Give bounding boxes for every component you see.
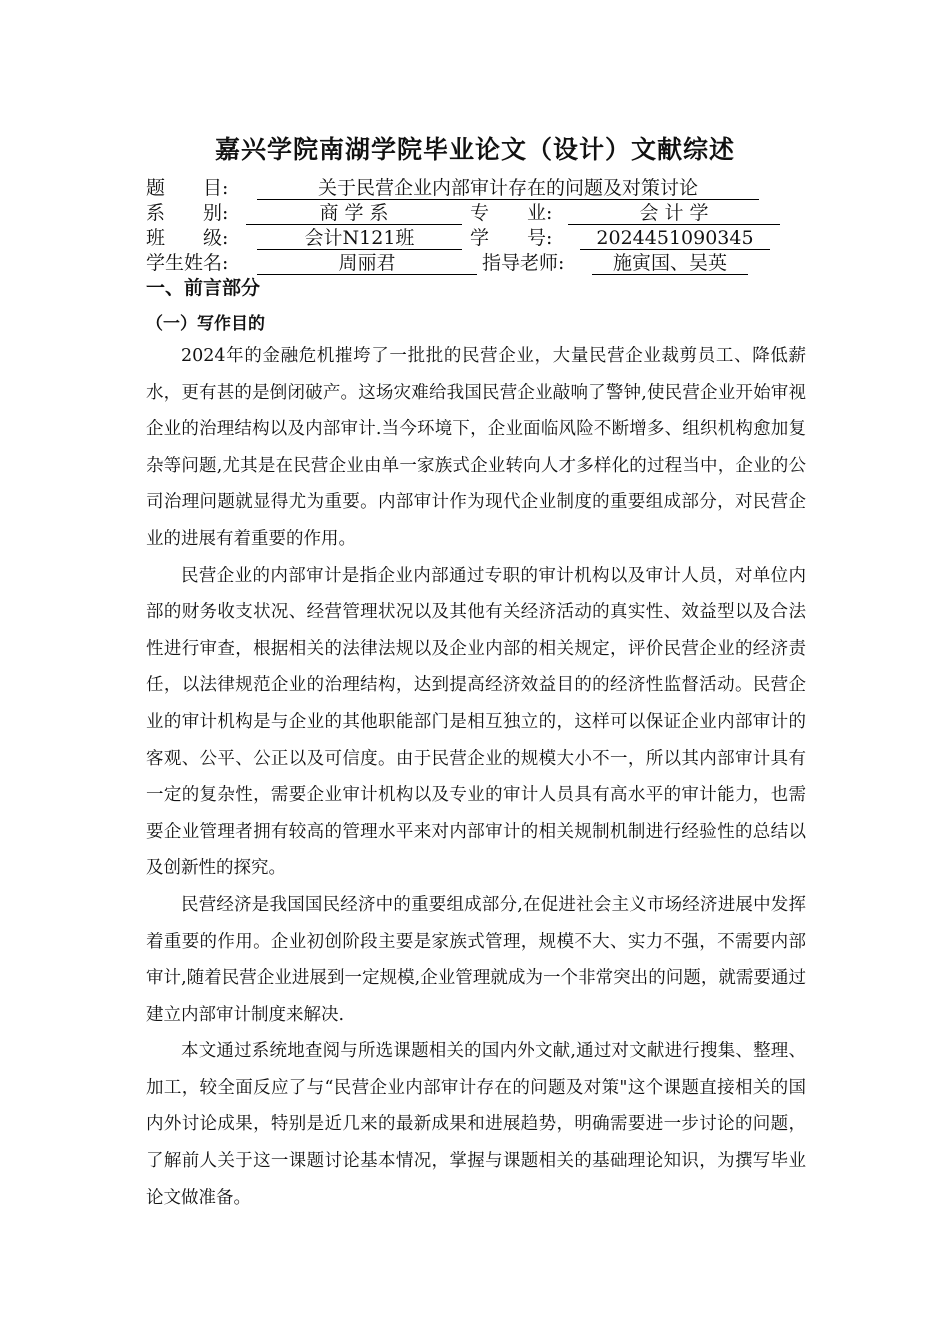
class-id-row bbox=[146, 226, 786, 250]
dept-label: 系 别: bbox=[146, 202, 229, 224]
section-heading: 一、前言部分 bbox=[146, 277, 261, 299]
student-id-label: 学 号: bbox=[470, 227, 553, 249]
document-title: 嘉兴学院南湖学院毕业论文（设计）文献综述 bbox=[214, 135, 735, 164]
dept-major-row bbox=[146, 201, 786, 225]
body-text bbox=[146, 338, 806, 1216]
class-label: 班 级: bbox=[146, 227, 229, 249]
dept-value: 商 学 系 bbox=[246, 201, 462, 225]
subsection-heading: （一）写作目的 bbox=[146, 314, 265, 334]
topic-label: 题 目: bbox=[146, 177, 229, 199]
paragraph-2: 民营企业的内部审计是指企业内部通过专职的审计机构以及审计人员，对单位内部的财务收支状况、经营管理状况以及其他有关经济活动的真实性、效益型以及合法性进行审查，根据相关的法律法规以及企业内部的相关规定，评价民营企业的经济责任，以法律规范企业的治理结构，达到提高经济效益目的的经济性监督活动。民营企业的审计机构是与企业的其他职能部门是相互独立的，这样可以保证企业内部审计的客观、公平、公正以及可信度。由于民营企业的规模大小不一，所以其内部审计具有一定的复杂性，需要企业审计机构以及专业的审计人员具有高水平的审计能力，也需要企业管理者拥有较高的管理水平来对内部审计的相关规制机制进行经验性的总结以及创新性的探究。 bbox=[146, 565, 806, 879]
class-value: 会计N121班 bbox=[257, 226, 462, 250]
paragraph-4: 本文通过系统地查阅与所选课题相关的国内外文献,通过对文献进行搜集、整理、加工，较全面反应了与“民营企业内部审计存在的问题及对策"这个课题直接相关的国内外讨论成果，特别是近几来的最新成果和进展趋势，明确需要进一步讨论的问题，了解前人关于这一课题讨论基本情况，掌握与课题相关的基础理论知识，为撰写毕业论文做准备。 bbox=[146, 1041, 806, 1208]
student-advisor-row bbox=[146, 251, 786, 275]
student-name-label: 学生姓名: bbox=[146, 252, 229, 274]
major-value: 会 计 学 bbox=[568, 201, 780, 225]
advisor-label: 指导老师: bbox=[482, 252, 565, 274]
student-id-value: 2024451090345 bbox=[580, 226, 770, 250]
student-name-value: 周丽君 bbox=[257, 251, 477, 275]
topic-row bbox=[146, 176, 766, 200]
major-label: 专 业: bbox=[470, 202, 553, 224]
paragraph-3: 民营经济是我国国民经济中的重要组成部分,在促进社会主义市场经济进展中发挥着重要的作用。企业初创阶段主要是家族式管理，规模不大、实力不强，不需要内部审计,随着民营企业进展到一定规模,企业管理就成为一个非常突出的问题，就需要通过建立内部审计制度来解决. bbox=[146, 894, 806, 1025]
topic-value: 关于民营企业内部审计存在的问题及对策讨论 bbox=[257, 176, 759, 200]
paragraph-1: 2024年的金融危机摧垮了一批批的民营企业，大量民营企业裁剪员工、降低薪水，更有甚的是倒闭破产。这场灾难给我国民营企业敲响了警钟,使民营企业开始审视企业的治理结构以及内部审计.当今环境下，企业面临风险不断增多、组织机构愈加复杂等问题,尤其是在民营企业由单一家族式企业转向人才多样化的过程当中，企业的公司治理问题就显得尤为重要。内部审计作为现代企业制度的重要组成部分，对民营企业的进展有着重要的作用。 bbox=[146, 346, 806, 549]
advisor-value: 施寅国、吴英 bbox=[592, 251, 748, 275]
